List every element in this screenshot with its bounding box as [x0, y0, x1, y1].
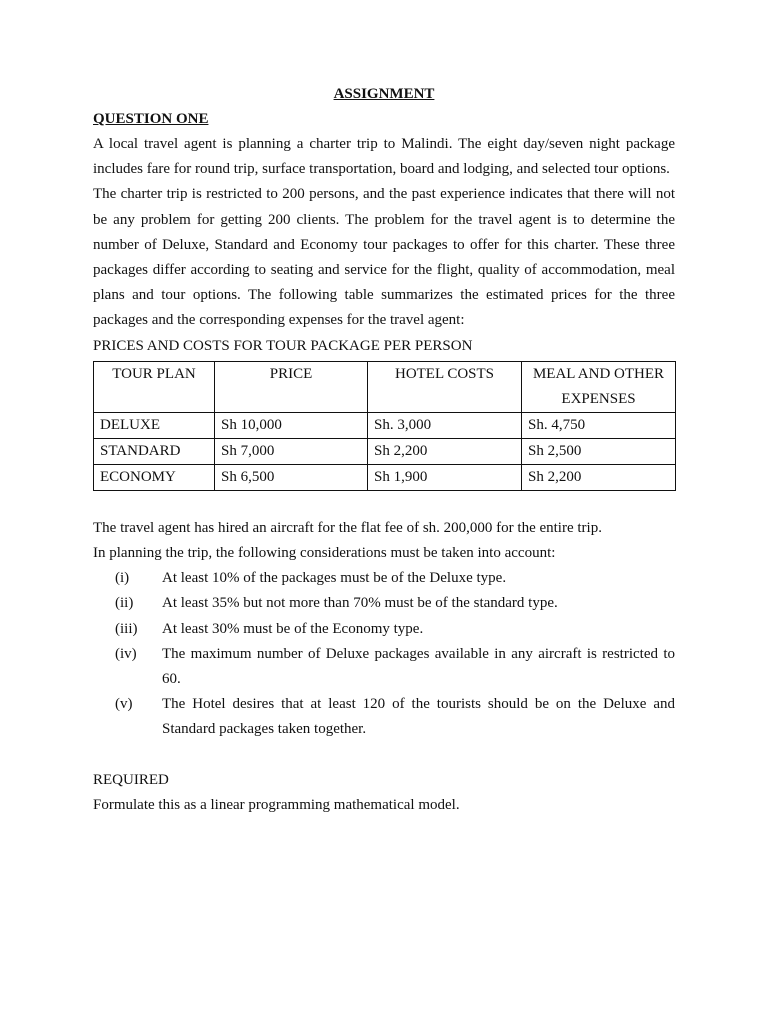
list-item: [93, 566, 675, 591]
spacer: [93, 491, 675, 516]
list-item-text: At least 10% of the packages must be of the Deluxe type.: [162, 570, 507, 587]
table-cell: Sh 6,500: [215, 464, 368, 490]
table-cell: Sh 10,000: [215, 412, 368, 438]
table-cell: Sh 2,200: [368, 438, 522, 464]
list-item-number: (iv): [115, 645, 137, 662]
required-heading: REQUIRED: [93, 771, 169, 788]
list-item: [93, 642, 675, 692]
list-item: [93, 692, 675, 742]
list-item-text: The maximum number of Deluxe packages available in any aircraft is restricted to 60.: [162, 645, 675, 688]
document-page: [93, 82, 675, 818]
package-table: [93, 361, 676, 491]
table-header-row: [94, 361, 676, 412]
table-cell: Sh. 4,750: [522, 412, 676, 438]
table-header-cell: PRICE: [215, 361, 368, 412]
table-cell: STANDARD: [94, 438, 215, 464]
table-row: [94, 464, 676, 490]
table-cell: Sh 2,200: [522, 464, 676, 490]
table-header-cell: TOUR PLAN: [94, 361, 215, 412]
considerations-intro: In planning the trip, the following considerations must be taken into account:: [93, 545, 556, 562]
list-item-number: (i): [115, 570, 130, 587]
required-text: Formulate this as a linear programming mathematical model.: [93, 796, 460, 813]
table-cell: Sh. 3,000: [368, 412, 522, 438]
aircraft-line: The travel agent has hired an aircraft for the flat fee of sh. 200,000 for the entire trip.: [93, 519, 602, 536]
list-item-number: (ii): [115, 595, 134, 612]
document-title: ASSIGNMENT: [333, 86, 435, 102]
list-item: [93, 617, 675, 642]
table-cell: Sh 2,500: [522, 438, 676, 464]
intro-paragraph: A local travel agent is planning a charter trip to Malindi. The eight day/seven night package includes fare for round trip, surface transportation, board and lodging, and selected tour options.: [93, 136, 675, 178]
table-row: [94, 438, 676, 464]
table-caption: PRICES AND COSTS FOR TOUR PACKAGE PER PERSON: [93, 337, 473, 354]
list-item: [93, 591, 675, 616]
question-heading: QUESTION ONE: [93, 111, 209, 127]
spacer: [93, 743, 675, 768]
considerations-list: [93, 566, 675, 742]
table-cell: Sh 7,000: [215, 438, 368, 464]
table-cell: ECONOMY: [94, 464, 215, 490]
list-item-number: (iii): [115, 620, 138, 637]
table-header-cell: HOTEL COSTS: [368, 361, 522, 412]
table-header-cell: MEAL AND OTHER EXPENSES: [522, 361, 676, 412]
list-item-number: (v): [115, 696, 133, 713]
table-cell: Sh 1,900: [368, 464, 522, 490]
body-paragraph: The charter trip is restricted to 200 persons, and the past experience indicates that there will not be any problem for getting 200 clients. The problem for the travel agent is to determine the number of Deluxe, Standard and Economy tour packages to offer for this charter. These three packages differ according to seating and service for the flight, quality of accommodation, meal plans and tour options. The following table summarizes the estimated prices for the three packages and the corresponding expenses for the travel agent:: [93, 186, 675, 329]
list-item-text: The Hotel desires that at least 120 of the tourists should be on the Deluxe and Standard packages taken together.: [162, 696, 675, 738]
list-item-text: At least 35% but not more than 70% must be of the standard type.: [162, 595, 558, 612]
table-cell: DELUXE: [94, 412, 215, 438]
list-item-text: At least 30% must be of the Economy type.: [162, 620, 424, 637]
table-row: [94, 412, 676, 438]
